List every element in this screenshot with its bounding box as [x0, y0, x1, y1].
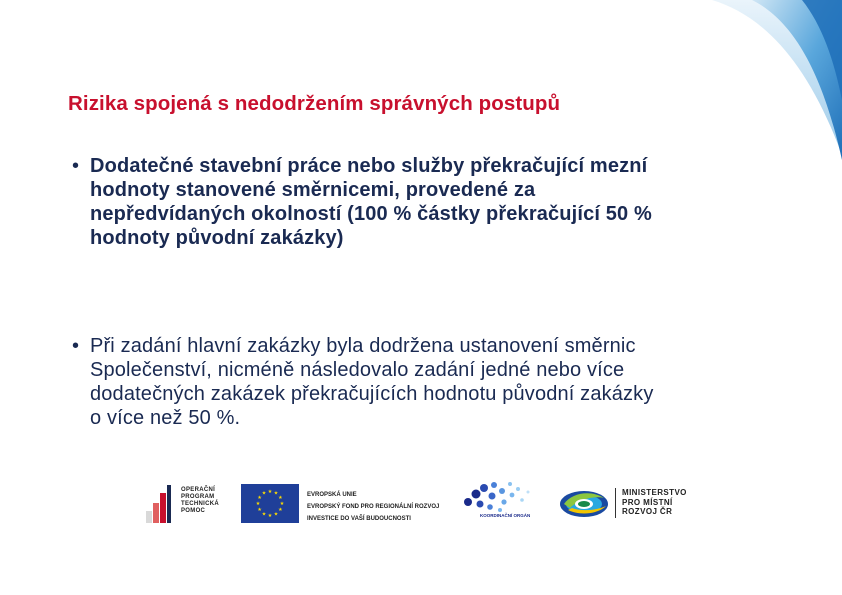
- eu-star-icon: ★: [267, 489, 273, 496]
- eu-logo-text: EVROPSKÁ UNIE EVROPSKÝ FOND PRO REGIONÁLNÍ ROZVOJ INVESTICE DO VAŠÍ BUDOUCNOSTI: [307, 492, 440, 522]
- koordinacni-organ-text: KOORDINAČNÍ ORGÁN: [480, 513, 531, 518]
- footer-logos: [0, 478, 842, 548]
- slide-title: Rizika spojená s nedodržením správných postupů: [68, 92, 561, 115]
- bullet-line: Společenství, nicméně následovalo zadání jedné nebo více: [90, 359, 625, 381]
- eu-star-icon: ★: [279, 501, 285, 508]
- bullet-line: hodnoty stanovené směrnicemi, provedené za: [90, 179, 536, 201]
- bullet-line: nepředvídaných okolností (100 % částky překračující 50 %: [90, 203, 652, 225]
- bullet-line: dodatečných zakázek překračujících hodnotu původní zakázky: [90, 383, 654, 405]
- eu-star-icon: ★: [261, 511, 267, 518]
- mmr-separator: [615, 488, 616, 518]
- bullet-item: [72, 154, 772, 250]
- bullet-line: o více než 50 %.: [90, 407, 241, 429]
- eu-star-icon: ★: [257, 495, 262, 502]
- bullet-list: [72, 154, 772, 430]
- bullet-marker: •: [72, 335, 80, 357]
- bullet-line: hodnoty původní zakázky): [90, 227, 344, 249]
- eu-star-icon: ★: [273, 511, 279, 518]
- eu-star-icon: ★: [267, 513, 273, 520]
- bullet-line: Při zadání hlavní zakázky byla dodržena ustanovení směrnic: [90, 335, 636, 357]
- eu-star-icon: ★: [273, 490, 279, 497]
- op-bars-logo: [146, 485, 174, 523]
- eu-star-icon: ★: [257, 507, 262, 514]
- eu-star-icon: ★: [278, 507, 283, 514]
- bullet-item: [72, 334, 772, 430]
- eu-star-icon: ★: [278, 495, 283, 502]
- bullet-marker: •: [72, 155, 80, 177]
- eu-star-icon: ★: [261, 490, 267, 497]
- op-logo-text: OPERAČNÍ PROGRAM TECHNICKÁ POMOC: [181, 487, 220, 514]
- eu-star-icon: ★: [255, 501, 261, 508]
- corner-swoosh-graphic: [682, 0, 842, 160]
- mmr-logo: [558, 486, 610, 520]
- eu-flag-logo: [241, 484, 299, 523]
- bullet-line: Dodatečné stavební práce nebo služby překračující mezní: [90, 155, 648, 177]
- mmr-logo-text: MINISTERSTVO PRO MÍSTNÍ ROZVOJ ČR: [622, 488, 687, 516]
- koordinacni-organ-logo: [460, 480, 535, 516]
